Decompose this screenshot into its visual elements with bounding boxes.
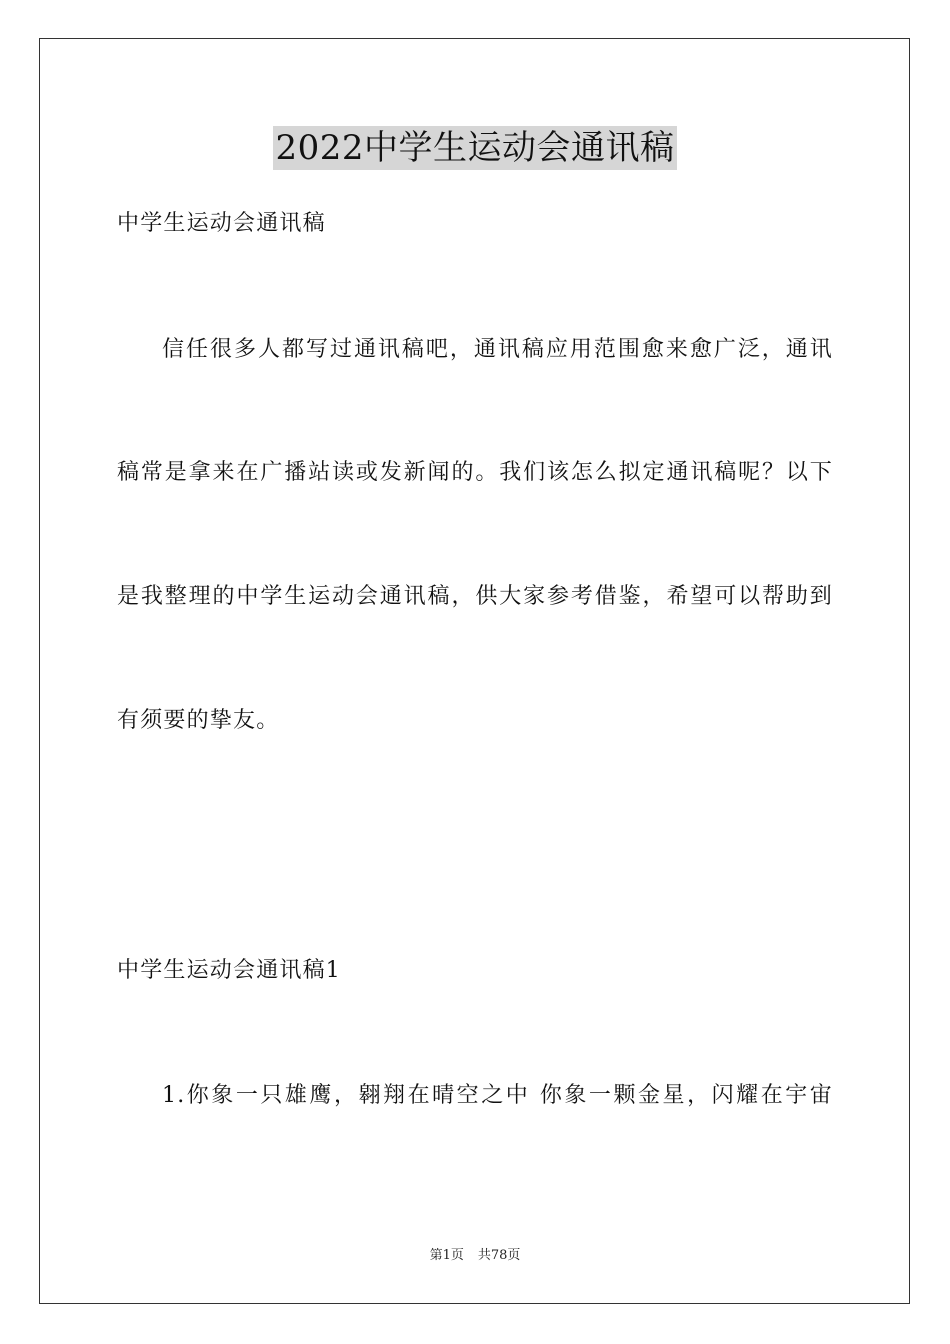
page-number: 第1页 <box>429 1248 464 1263</box>
intro-line-4: 有须要的挚友。 <box>117 708 280 733</box>
document-title-text: 2022中学生运动会通讯稿 <box>275 128 675 168</box>
document-subtitle: 中学生运动会通讯稿 <box>117 211 326 236</box>
page-total: 共78页 <box>477 1248 521 1263</box>
document-title <box>0 126 950 170</box>
intro-line-1: 信任很多人都写过通讯稿吧，通讯稿应用范围愈来愈广泛，通讯 <box>162 337 833 362</box>
page-footer <box>0 1246 950 1266</box>
intro-line-3: 是我整理的中学生运动会通讯稿，供大家参考借鉴，希望可以帮助到 <box>117 584 833 609</box>
section-heading: 中学生运动会通讯稿1 <box>117 958 341 983</box>
intro-line-2: 稿常是拿来在广播站读或发新闻的。我们该怎么拟定通讯稿呢？以下 <box>117 460 833 485</box>
section-first-line: 1.你象一只雄鹰，翱翔在晴空之中 你象一颗金星，闪耀在宇宙 <box>162 1083 833 1108</box>
